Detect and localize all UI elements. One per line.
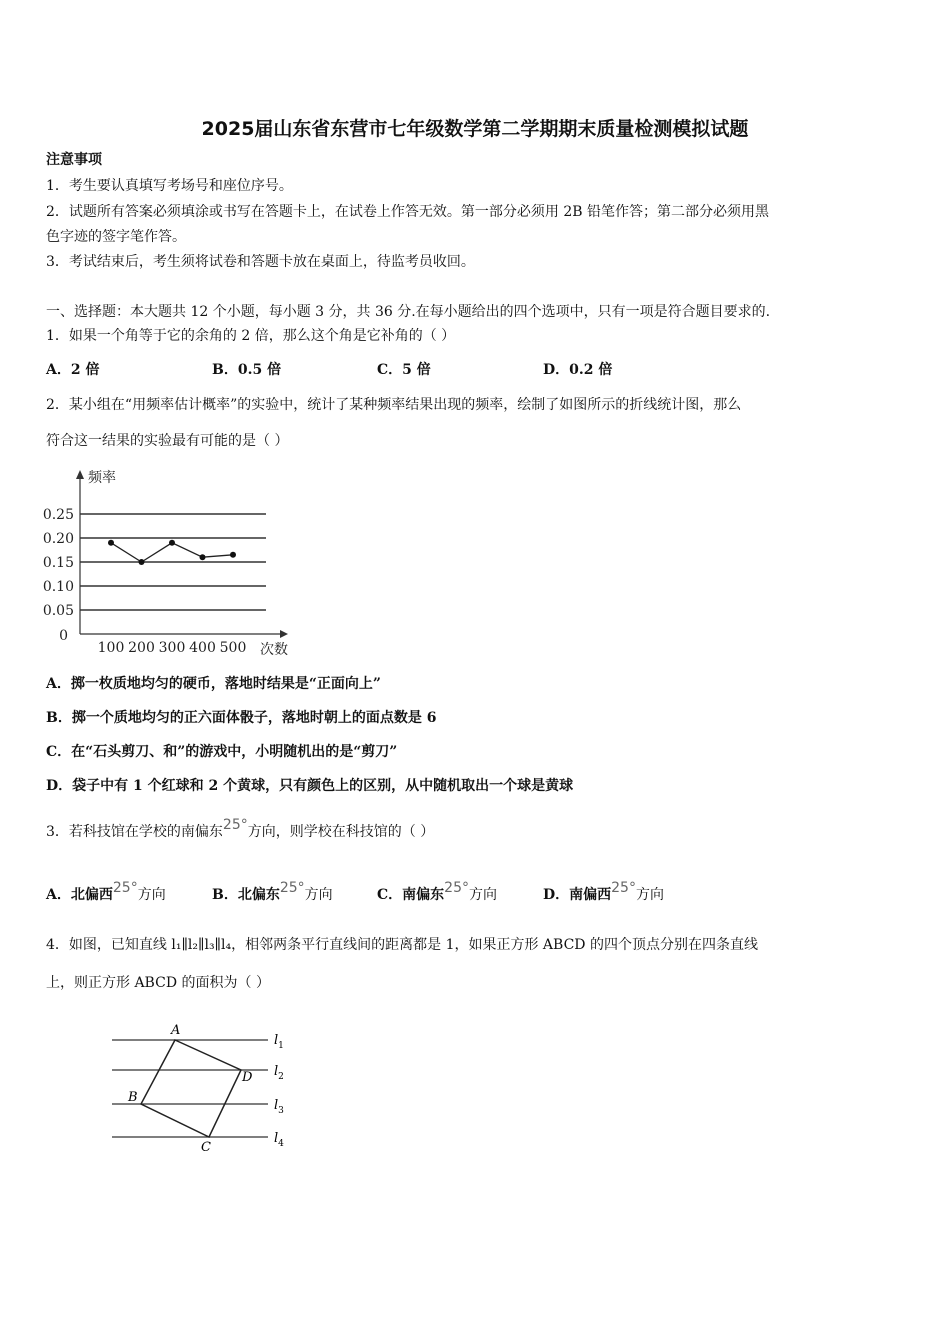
q3-option-c-pre: C．南偏东 [377,887,445,903]
y-tick-label: 0.20 [42,531,74,547]
data-point [169,540,175,546]
q3-option-a-pre: A．北偏西 [46,887,113,903]
degree-label: 25° [279,880,305,896]
y-axis-arrow [76,470,84,479]
q3-stem-pre: 3．若科技馆在学校的南偏东 [46,824,223,840]
square-parallel-lines-figure [108,1020,308,1155]
data-point [108,540,114,546]
x-axis-label: 次数 [260,642,288,658]
q3-option-d-post: 方向 [635,887,664,903]
origin-label: 0 [59,628,68,644]
x-tick-label: 500 [219,640,247,656]
x-axis-arrow [280,630,288,638]
page-title: 2025届山东省东营市七年级数学第二学期期末质量检测模拟试题 [201,118,749,140]
q1-option-b: B．0.5 倍 [212,362,282,378]
q3-stem-post: 方向，则学校在科技馆的（ ） [247,824,435,840]
data-point [200,554,206,560]
x-tick-label: 300 [158,640,186,656]
q3-option-b [212,880,333,904]
notice-item: 2．试题所有答案必须填涂或书写在答题卡上，在试卷上作答无效。第一部分必须用 2B 铅笔作答；第二部分必须用黑 [46,204,769,220]
y-tick-label: 0.25 [42,507,74,523]
square-abcd [141,1040,241,1137]
q3-option-b-pre: B．北偏东 [212,887,280,903]
q2-stem-line1: 2．某小组在“用频率估计概率”的实验中，统计了某种频率结果出现的频率，绘制了如图所示的折线统计图，那么 [46,397,742,413]
q3-option-c [377,880,497,904]
q3-option-c-post: 方向 [468,887,497,903]
q1-option-d: D．0.2 倍 [543,362,613,378]
q3-option-b-post: 方向 [304,887,333,903]
degree-label: 25° [611,880,636,896]
section-heading: 一、选择题：本大题共 12 个小题，每小题 3 分，共 36 分.在每小题给出的四个选项中，只有一项是符合题目要求的. [46,304,771,320]
line-label-l2: $l_2$ [274,1064,284,1082]
q4-stem-line1: 4．如图，已知直线 l₁∥l₂∥l₃∥l₄，相邻两条平行直线间的距离都是 1，如果正方形 ABCD 的四个顶点分别在四条直线 [46,937,758,953]
q3-option-d [543,880,664,904]
q2-option-c: C．在“石头剪刀、和”的游戏中，小明随机出的是“剪刀” [46,744,398,760]
notice-item: 色字迹的签字笔作答。 [46,229,186,245]
q3-option-a-post: 方向 [137,887,166,903]
q2-option-b: B．掷一个质地均匀的正六面体骰子，落地时朝上的面点数是 6 [46,710,437,726]
y-tick-label: 0.05 [42,603,74,619]
q1-option-a: A．2 倍 [46,362,100,378]
notice-heading: 注意事项 [46,152,102,168]
q1-option-c: C．5 倍 [377,362,431,378]
data-point [139,559,145,565]
q1-stem: 1．如果一个角等于它的余角的 2 倍，那么这个角是它补角的（ ） [46,328,456,344]
line-label-l3: $l_3$ [274,1098,284,1116]
x-tick-label: 400 [189,640,216,656]
q2-option-a: A．掷一枚质地均匀的硬币，落地时结果是“正面向上” [46,676,381,692]
notice-item: 3．考试结束后，考生须将试卷和答题卡放在桌面上，待监考员收回。 [46,254,475,270]
degree-label: 25° [112,880,138,896]
line-label-l4: $l_4$ [274,1131,284,1149]
y-tick-label: 0.15 [42,555,74,571]
q2-stem-line2: 符合这一结果的实验最有可能的是（ ） [46,433,289,449]
q3-stem [46,817,435,841]
frequency-line-chart [36,462,306,662]
data-point [230,552,236,558]
y-axis-label: 频率 [88,470,116,486]
q2-option-d: D．袋子中有 1 个红球和 2 个黄球，只有颜色上的区别，从中随机取出一个球是黄球 [46,778,574,794]
point-label-a: A [171,1023,181,1038]
q3-option-a [46,880,166,904]
degree-label: 25° [444,880,469,896]
x-tick-label: 100 [97,640,125,656]
degree-label: 25° [222,817,248,833]
point-label-b: B [128,1090,138,1105]
q3-option-d-pre: D．南偏西 [543,887,612,903]
y-tick-label: 0.10 [42,579,74,595]
x-tick-label: 200 [128,640,155,656]
point-label-d: D [242,1070,253,1085]
q4-stem-line2: 上，则正方形 ABCD 的面积为（ ） [46,975,270,991]
point-label-c: C [201,1140,211,1155]
notice-item: 1．考生要认真填写考场号和座位序号。 [46,178,293,194]
line-label-l1: $l_1$ [274,1033,284,1051]
